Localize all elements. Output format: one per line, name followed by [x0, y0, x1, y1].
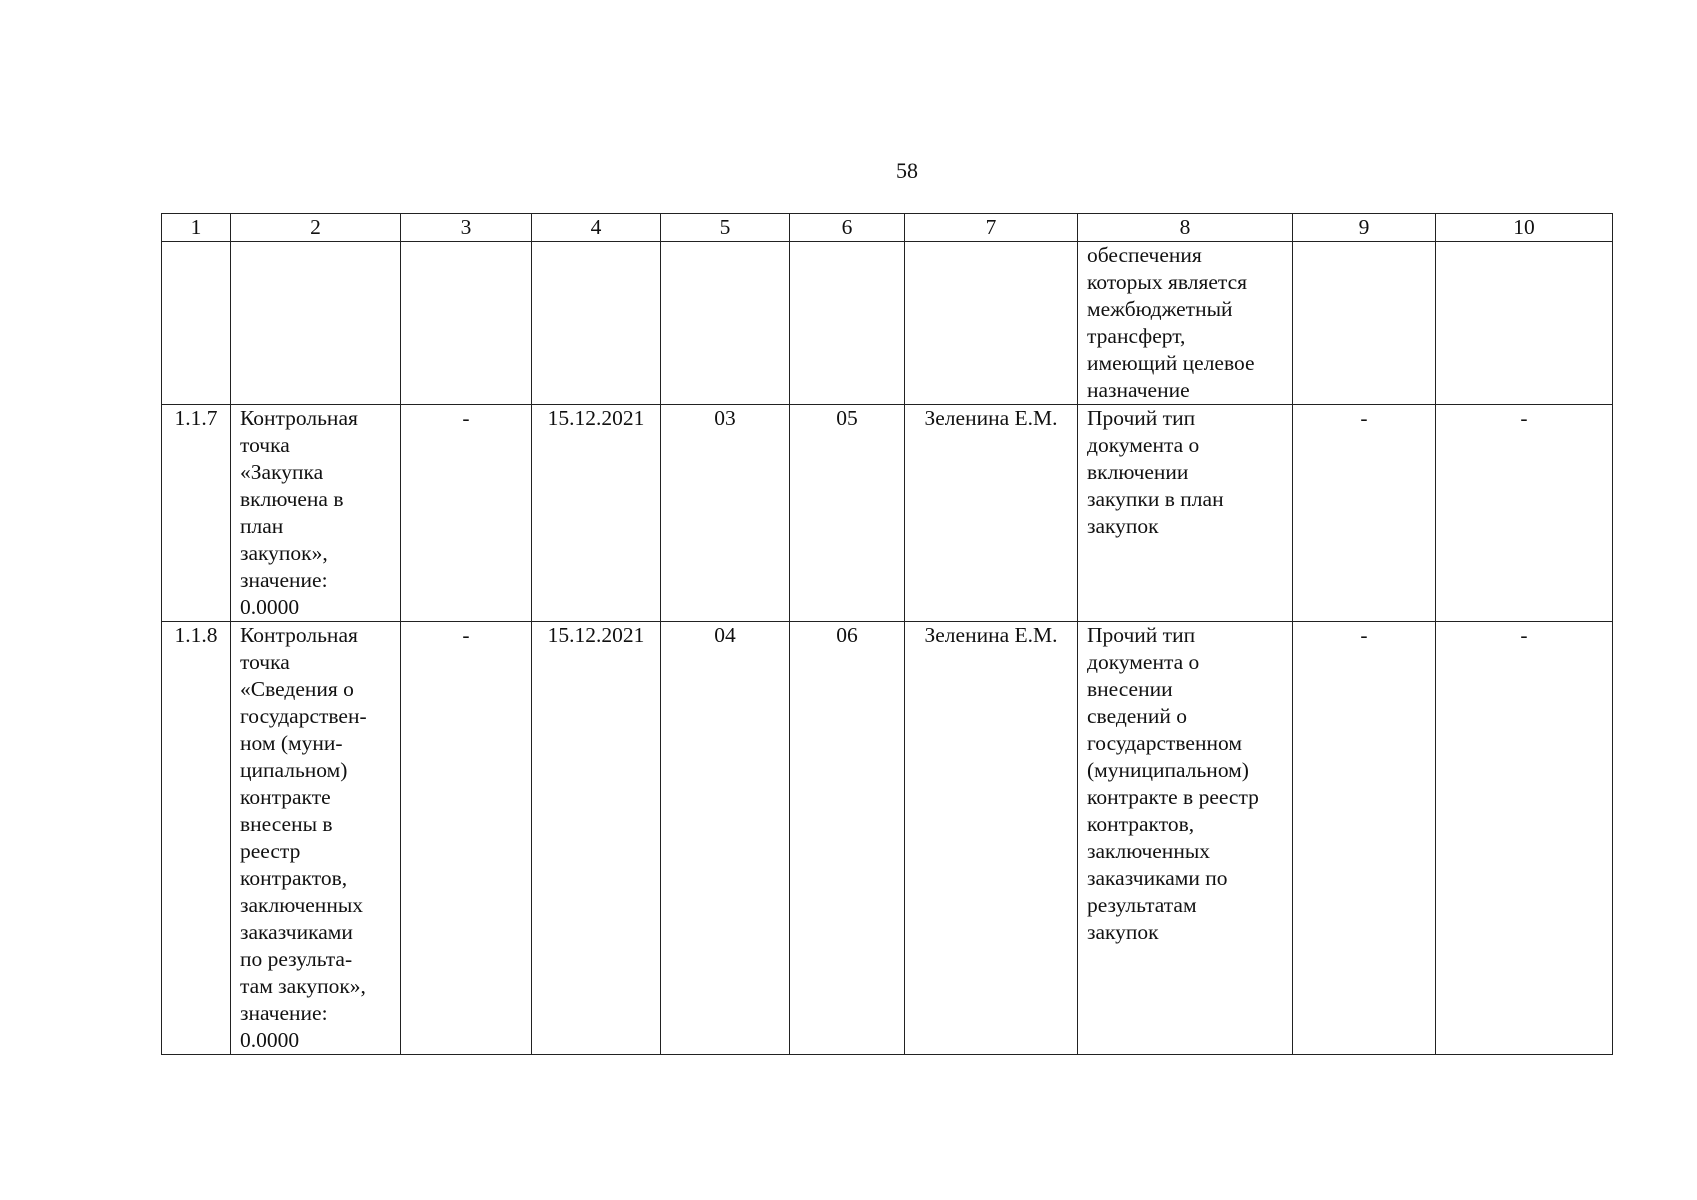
control-points-table [161, 213, 1613, 1055]
table-row [162, 622, 1613, 1055]
column-header: 10 [1436, 214, 1613, 242]
column-header: 8 [1078, 214, 1293, 242]
table-cell [661, 242, 790, 405]
continuation-row [162, 242, 1613, 405]
control-point-text: Контрольная точка «Сведения о государствен- ном (муни- ципальном) контракте внесены в реестр контрактов, заключенных заказчиками по результа- там закупок», значение: 0.0000 [240, 623, 367, 1052]
responsible-person: Зеленина Е.М. [905, 622, 1078, 1055]
document-text: обеспечения которых является межбюджетный трансферт, имеющий целевое назначение [1087, 243, 1255, 402]
table-cell [1436, 242, 1613, 405]
table-row [162, 405, 1613, 622]
column-header: 3 [401, 214, 532, 242]
table-cell [162, 242, 231, 405]
column-header: 7 [905, 214, 1078, 242]
table-cell [1293, 242, 1436, 405]
col10-value: - [1436, 405, 1613, 622]
due-date: 15.12.2021 [532, 622, 661, 1055]
page-number: 58 [896, 158, 918, 183]
col6-value: 06 [790, 622, 905, 1055]
document-type [1078, 622, 1293, 1055]
table-cell [231, 242, 401, 405]
col3-value: - [401, 622, 532, 1055]
col9-value: - [1293, 405, 1436, 622]
column-number-header-row [162, 214, 1613, 242]
col10-value: - [1436, 622, 1613, 1055]
document-text: Прочий тип документа о включении закупки в план закупок [1087, 406, 1224, 538]
column-header: 4 [532, 214, 661, 242]
col9-value: - [1293, 622, 1436, 1055]
row-number: 1.1.8 [162, 622, 231, 1055]
control-point-name [231, 405, 401, 622]
column-header: 2 [231, 214, 401, 242]
control-point-text: Контрольная точка «Закупка включена в план закупок», значение: 0.0000 [240, 406, 358, 619]
column-header: 9 [1293, 214, 1436, 242]
column-header: 1 [162, 214, 231, 242]
col6-value: 05 [790, 405, 905, 622]
document-cell-continued [1078, 242, 1293, 405]
col5-value: 04 [661, 622, 790, 1055]
control-point-name [231, 622, 401, 1055]
column-header: 5 [661, 214, 790, 242]
table-cell [905, 242, 1078, 405]
document-text: Прочий тип документа о внесении сведений о государственном (муниципальном) контракте в реестр контрактов, заключенных заказчиками по результатам закупок [1087, 623, 1259, 944]
column-header: 6 [790, 214, 905, 242]
table-cell [401, 242, 532, 405]
due-date: 15.12.2021 [532, 405, 661, 622]
col5-value: 03 [661, 405, 790, 622]
responsible-person: Зеленина Е.М. [905, 405, 1078, 622]
document-type [1078, 405, 1293, 622]
table-cell [790, 242, 905, 405]
col3-value: - [401, 405, 532, 622]
row-number: 1.1.7 [162, 405, 231, 622]
table-cell [532, 242, 661, 405]
